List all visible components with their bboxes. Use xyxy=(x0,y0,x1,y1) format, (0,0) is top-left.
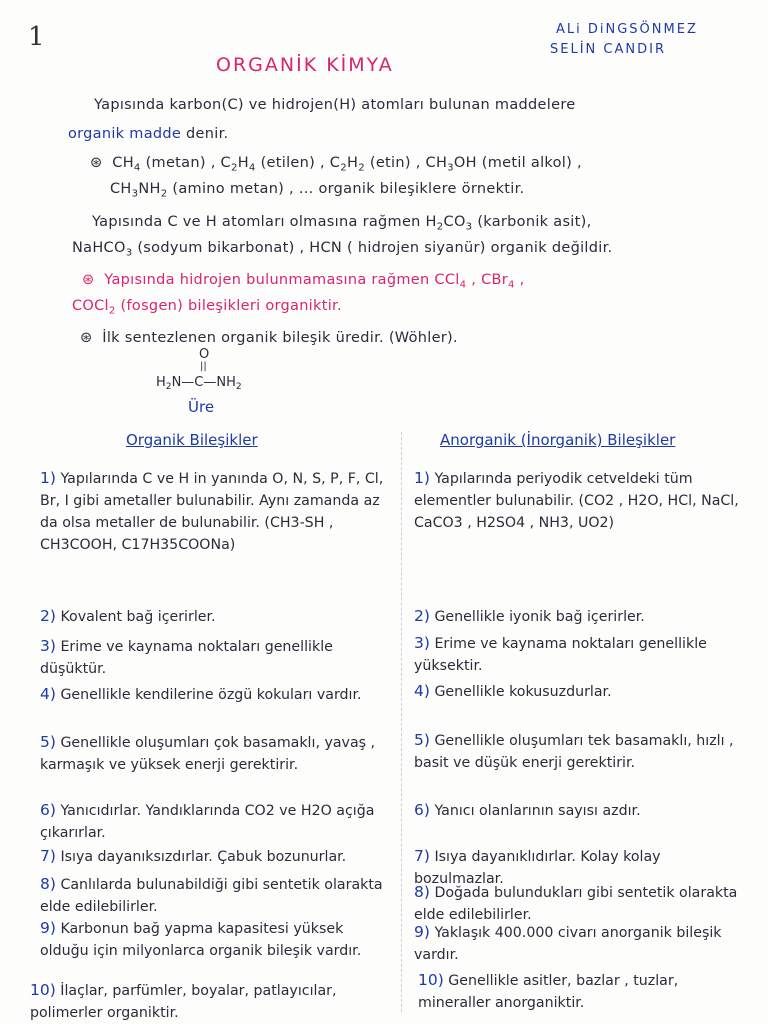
intro-line-2: organik madde denir. xyxy=(68,126,229,142)
examples-line-2: $CH_3NH_2$ (amino metan) , ... organik bileşiklere örnektir. xyxy=(110,181,525,200)
inorganic-item-3: 3) Erime ve kaynama noktaları genellikle yüksektir. xyxy=(414,634,707,674)
organic-item-9: 9) Karbonun bağ yapma kapasitesi yüksek olduğu için milyonlarca organik bileşik vardır. xyxy=(40,919,362,959)
author-2: SELİN CANDIR xyxy=(550,42,666,57)
author-1: ALi DiNGSÖNMEZ xyxy=(556,22,698,37)
column-divider xyxy=(401,432,402,1012)
organic-item-3: 3) Erime ve kaynama noktaları genellikle düşüktür. xyxy=(40,637,333,677)
inorganic-item-2: 2) Genellikle iyonik bağ içerirler. xyxy=(414,607,645,625)
inorganic-item-9: 9) Yaklaşık 400.000 civarı anorganik bileşik vardır. xyxy=(414,923,722,963)
organic-matter-term: organik madde xyxy=(68,126,182,142)
urea-double-bond: || xyxy=(200,361,207,372)
organic-item-1: 1) Yapılarında C ve H in yanında O, N, S, P, F, Cl, Br, I gibi ametaller bulunabilir. Aynı zamanda az da olsa metaller de bulunabilir. (CH3-SH , CH3COOH, C17H35COONa) xyxy=(40,469,384,553)
inorganic-item-4: 4) Genellikle kokusuzdurlar. xyxy=(414,682,612,700)
urea-formula: $H_2N—C—NH_2$ xyxy=(156,375,242,393)
page-number: 1 xyxy=(28,22,45,52)
inorganic-column-title: Anorganik (İnorganik) Bileşikler xyxy=(440,431,676,449)
organic-item-2: 2) Kovalent bağ içerirler. xyxy=(40,607,216,625)
inorganic-item-6: 6) Yanıcı olanlarının sayısı azdır. xyxy=(414,801,641,819)
inorganic-item-10: 10) Genellikle asitler, bazlar , tuzlar, mineraller anorganiktir. xyxy=(418,971,679,1011)
pink-note-line-2: COCl$_2$ (fosgen) bileşikleri organiktir. xyxy=(72,298,342,317)
inorganic-item-1: 1) Yapılarında periyodik cetveldeki tüm elementler bulunabilir. (CO2 , H2O, HCl, NaCl, CaCO3 , H2SO4 , NH3, UO2) xyxy=(414,469,739,531)
organic-item-8: 8) Canlılarda bulunabildiği gibi sentetik olarakta elde edilebilirler. xyxy=(40,875,383,915)
page-title: ORGANİK KİMYA xyxy=(216,54,394,76)
urea-oxygen: O xyxy=(199,347,210,362)
intro-line-1: Yapısında karbon(C) ve hidrojen(H) atomları bulunan maddelere xyxy=(94,97,576,113)
examples-line-1: ⊛ $CH_4$ (metan) , $C_2H_4$ (etilen) , $C_2H_2$ (etin) , $CH_3OH$ (metil alkol) , xyxy=(90,155,582,174)
star-in-circle-icon: ⊛ xyxy=(80,330,93,346)
organic-column-title: Organik Bileşikler xyxy=(126,431,258,449)
first-synthesis-line: ⊛ İlk sentezlenen organik bileşik üredir. (Wöhler). xyxy=(80,330,458,346)
organic-item-6: 6) Yanıcıdırlar. Yandıklarında CO2 ve H2O açığa çıkarırlar. xyxy=(40,801,375,841)
urea-label: Üre xyxy=(188,398,215,416)
exception-line-1: Yapısında C ve H atomları olmasına rağmen $H_2CO_3$ (karbonik asit), xyxy=(92,214,592,233)
star-in-circle-icon: ⊛ xyxy=(82,272,95,288)
inorganic-item-5: 5) Genellikle oluşumları tek basamaklı, hızlı , basit ve düşük enerji gerektirir. xyxy=(414,731,734,771)
star-in-circle-icon: ⊛ xyxy=(90,155,103,171)
pink-note-line-1: ⊛ Yapısında hidrojen bulunmamasına rağmen CCl$_4$ , CBr$_4$ , xyxy=(82,272,525,291)
exception-line-2: NaHCO$_3$ (sodyum bikarbonat) , HCN ( hidrojen siyanür) organik değildir. xyxy=(72,240,613,259)
organic-item-5: 5) Genellikle oluşumları çok basamaklı, yavaş , karmaşık ve yüksek enerji gerektirir. xyxy=(40,733,376,773)
organic-item-10: 10) İlaçlar, parfümler, boyalar, patlayıcılar, polimerler organiktir. xyxy=(30,981,337,1021)
inorganic-item-8: 8) Doğada bulundukları gibi sentetik olarakta elde edilebilirler. xyxy=(414,883,738,923)
organic-item-7: 7) Isıya dayanıksızdırlar. Çabuk bozunurlar. xyxy=(40,847,347,865)
inorganic-item-7: 7) Isıya dayanıklıdırlar. Kolay kolay bozulmazlar. xyxy=(414,847,661,887)
organic-item-4: 4) Genellikle kendilerine özgü kokuları vardır. xyxy=(40,685,362,703)
